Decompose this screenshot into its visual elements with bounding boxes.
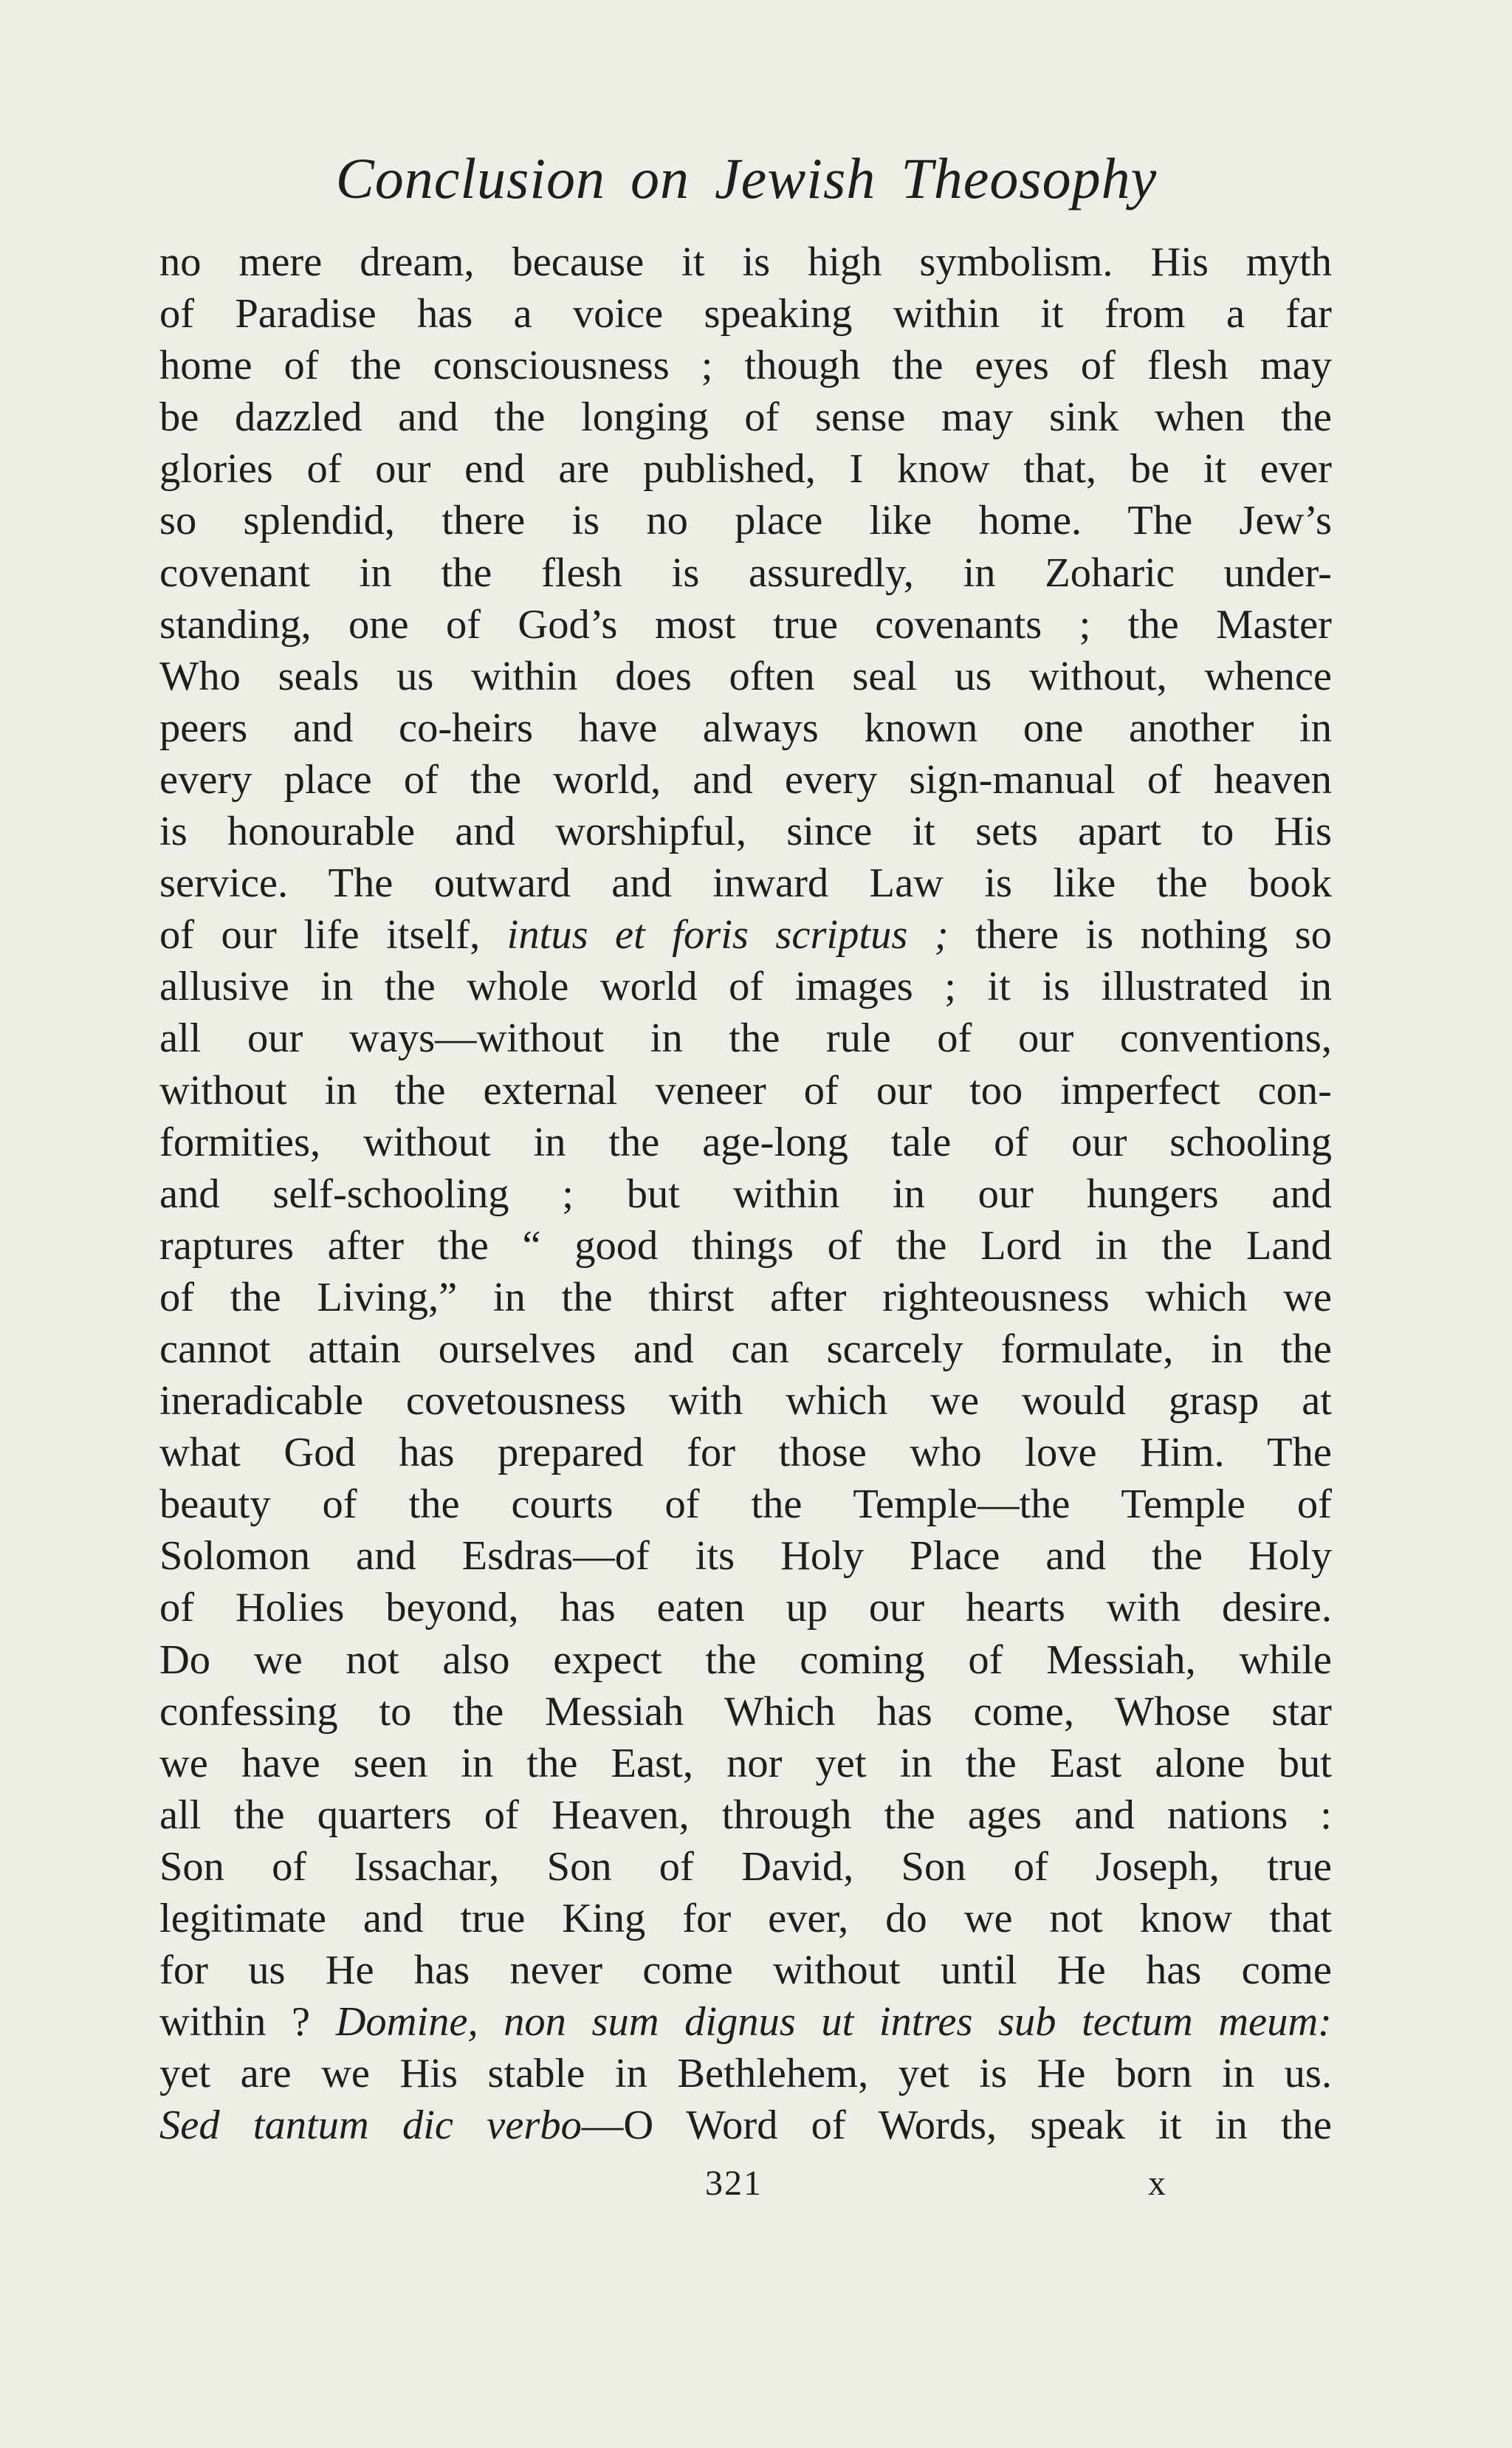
text-line [159,1686,1332,1738]
text-line [159,1375,1332,1427]
text-line [159,236,1332,288]
text-segment: covenant in the flesh is assuredly, in Zoharic under- [159,549,1332,596]
text-line [159,1530,1332,1582]
text-segment: every place of the world, and every sign-manual of heaven [159,756,1332,803]
text-line [159,288,1332,340]
text-segment: peers and co-heirs have always known one another in [159,704,1332,751]
page-number: 321 [705,2164,763,2203]
text-line [159,1634,1332,1686]
text-line [159,702,1332,754]
text-line [159,1789,1332,1841]
text-line [159,1117,1332,1168]
text-line [159,961,1332,1012]
text-segment: beauty of the courts of the Temple—the Temple of [159,1481,1332,1528]
text-line [159,1272,1332,1323]
text-line [159,1996,1332,2048]
text-segment: no mere dream, because it is high symbolism. His myth [159,239,1332,285]
text-segment: allusive in the whole world of images ; it is illustrated in [159,964,1332,1010]
text-line [159,2048,1332,2099]
text-segment: yet are we His stable in Bethlehem, yet is He born in us. [159,2051,1332,2097]
text-segment: within ? [159,1999,336,2046]
running-head [155,142,1338,216]
text-line [159,2099,1332,2151]
running-head-word: Theosophy [901,146,1158,210]
text-segment: all our ways—without in the rule of our conventions, [159,1015,1332,1062]
text-segment: is honourable and worshipful, since it sets apart to His [159,809,1332,855]
text-segment: —O Word of Words, speak it in the [581,2102,1332,2149]
page-footer [0,2158,1512,2209]
text-line [159,1582,1332,1633]
text-line [159,806,1332,857]
text-segment: Who seals us within does often seal us without, whence [159,653,1332,699]
text-segment: of the Living,” in the thirst after righteousness which we [159,1274,1332,1320]
text-line [159,340,1332,391]
text-segment: ineradicable covetousness with which we would grasp at [159,1378,1332,1424]
text-segment: confessing to the Messiah Which has come, Whose star [159,1688,1332,1735]
text-line [159,1323,1332,1375]
text-segment: all the quarters of Heaven, through the ages and nations : [159,1792,1332,1838]
text-segment: Son of Issachar, Son of David, Son of Joseph, true [159,1843,1332,1890]
text-line [159,909,1332,961]
text-segment: service. The outward and inward Law is like the book [159,860,1332,907]
text-segment: for us He has never come without until He has come [159,1947,1332,1994]
text-line [159,1065,1332,1117]
text-line [159,391,1332,443]
text-line [159,1427,1332,1478]
text-line [159,1944,1332,1996]
text-segment: so splendid, there is no place like home. The Jew’s [159,498,1332,544]
text-line [159,857,1332,909]
running-head-word: Conclusion [335,146,606,210]
italic-phrase: Sed tantum dic verbo [159,2102,582,2149]
text-segment: standing, one of God’s most true covenants ; the Master [159,601,1332,648]
text-segment: glories of our end are published, I know that, be it ever [159,446,1332,493]
text-line [159,443,1332,495]
body-text [159,236,1332,2151]
text-segment: Do we not also expect the coming of Messiah, while [159,1636,1332,1683]
text-line [159,599,1332,651]
text-line [159,754,1332,806]
text-segment: Solomon and Esdras—of its Holy Place and the Holy [159,1533,1332,1580]
text-line [159,651,1332,702]
text-line [159,1738,1332,1789]
text-line [159,547,1332,599]
text-line [159,1168,1332,1220]
text-segment: of Paradise has a voice speaking within it from a far [159,291,1332,337]
text-segment: be dazzled and the longing of sense may sink when the [159,394,1332,441]
text-segment: and self-schooling ; but within in our hungers and [159,1170,1332,1217]
text-line [159,1841,1332,1893]
text-segment: raptures after the “ good things of the Lord in the Land [159,1222,1332,1269]
running-head-word: on [630,146,690,210]
running-head-word: Jewish [715,146,876,210]
text-line [159,1893,1332,1944]
text-line [159,1220,1332,1272]
italic-phrase: Domine, non sum dignus ut intres sub tectum meum: [335,1999,1332,2046]
italic-phrase: intus et foris scriptus ; [506,912,949,959]
text-line [159,1478,1332,1530]
text-segment: there is nothing so [948,912,1332,959]
signature-mark: x [1148,2164,1166,2203]
text-segment: formities, without in the age-long tale of our schooling [159,1119,1332,1165]
text-segment: without in the external veneer of our too imperfect con- [159,1067,1332,1114]
text-segment: we have seen in the East, nor yet in the East alone but [159,1740,1332,1786]
text-segment: legitimate and true King for ever, do we not know that [159,1896,1332,1941]
text-line [159,495,1332,546]
text-segment: of our life itself, [159,912,507,959]
text-line [159,1012,1332,1064]
text-segment: home of the consciousness ; though the eyes of flesh may [159,343,1332,389]
text-segment: of Holies beyond, has eaten up our hearts with desire. [159,1585,1332,1631]
text-segment: cannot attain ourselves and can scarcely formulate, in the [159,1326,1332,1372]
text-segment: what God has prepared for those who love Him. The [159,1430,1332,1476]
